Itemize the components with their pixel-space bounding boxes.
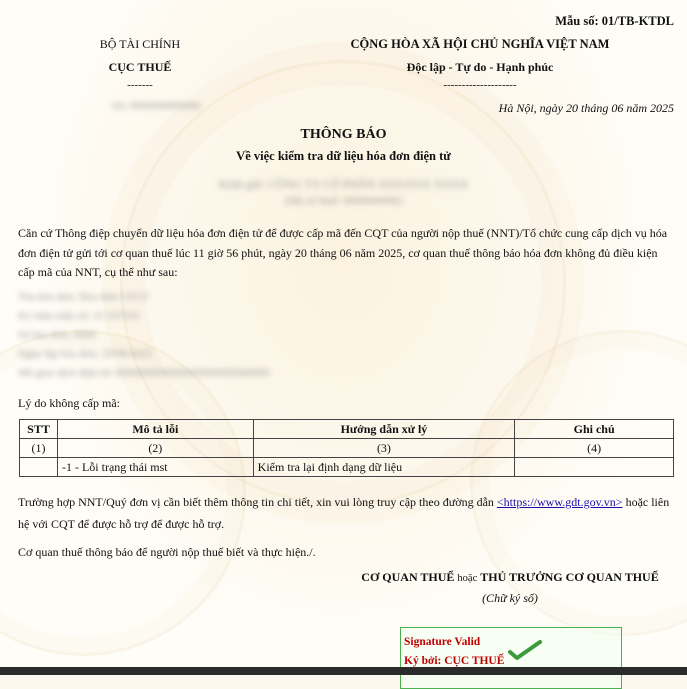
- detail-line: Ký hiệu mẫu số: 1C25TXX: [18, 310, 140, 322]
- document-number-redacted: Số: 0000000000000: [112, 100, 201, 112]
- left-header-divider: -------: [127, 79, 153, 91]
- gdt-website-link[interactable]: <https://www.gdt.gov.vn>: [496, 495, 623, 509]
- detail-line: Mã giao dịch điện tử: 0000000000000000000000000000: [18, 367, 270, 379]
- country-name: CỘNG HÒA XÃ HỘI CHỦ NGHĨA VIỆT NAM: [350, 37, 610, 51]
- numbering-cell: (3): [253, 439, 515, 458]
- header-stt: STT: [20, 420, 58, 439]
- right-header-divider: --------------------: [443, 79, 517, 91]
- contact-paragraph: [18, 491, 670, 535]
- table-cell: [20, 458, 58, 477]
- table-cell: -1 - Lỗi trạng thái mst: [57, 458, 253, 477]
- tax-code-redacted: (Mã số thuế: 0000000000): [284, 195, 402, 207]
- signed-by-label: Ký bởi: CỤC THUẾ: [404, 655, 505, 667]
- bottom-bar: [0, 667, 687, 675]
- national-motto: Độc lập - Tự do - Hạnh phúc: [406, 60, 554, 74]
- checkmark-icon: [508, 640, 542, 660]
- signature-authority: [340, 570, 680, 585]
- signature-note: (Chữ ký số): [482, 591, 538, 605]
- header-instructions: Hướng dẫn xử lý: [253, 420, 515, 439]
- department-name: CỤC THUẾ: [108, 60, 172, 74]
- table-header-row: [20, 420, 674, 439]
- error-table: [19, 419, 674, 477]
- authority-main: CƠ QUAN THUẾ: [361, 570, 455, 584]
- body-line-1: Căn cứ Thông điệp chuyển dữ liệu hóa đơn điện tử để được cấp mã đến CQT của người nộp thuế (NNT)/Tổ chức cung cấp dịch vụ hóa: [18, 226, 668, 240]
- table-cell: Kiểm tra lại định dạng dữ liệu: [253, 458, 515, 477]
- document-title: THÔNG BÁO: [300, 127, 387, 142]
- numbering-cell: (2): [57, 439, 253, 458]
- date-line: Hà Nội, ngày 20 tháng 06 năm 2025: [498, 101, 674, 115]
- header-error-description: Mô tả lỗi: [57, 420, 253, 439]
- body-line-2: đơn điện tử gửi tới cơ quan thuế lúc 11 giờ 56 phút, ngày 20 tháng 06 năm 2025, cơ quan thuế thông báo hóa đơn không đủ điều kiện: [18, 245, 658, 260]
- authority-or: hoặc: [457, 573, 478, 584]
- closing-statement: Cơ quan thuế thông báo để người nộp thuế biết và thực hiện./.: [18, 545, 316, 559]
- numbering-cell: (1): [20, 439, 58, 458]
- reason-label: Lý do không cấp mã:: [18, 396, 120, 410]
- form-number: Mẫu số: 01/TB-KTDL: [555, 14, 674, 28]
- detail-line: Tên hóa đơn: Hóa đơn GTGT: [18, 291, 150, 303]
- document-subtitle: Về việc kiểm tra dữ liệu hóa đơn điện tử: [236, 149, 451, 163]
- contact-text-after: hoặc liên: [625, 495, 670, 509]
- table-numbering-row: [20, 439, 674, 458]
- header-notes: Ghi chú: [515, 420, 674, 439]
- signature-valid-label: Signature Valid: [404, 636, 481, 648]
- invoice-details-redacted: [18, 288, 670, 383]
- contact-text: Trường hợp NNT/Quý đơn vị cần biết thêm thông tin chi tiết, xin vui lòng truy cập theo đường dẫn: [18, 495, 494, 509]
- ministry-name: BỘ TÀI CHÍNH: [99, 37, 181, 51]
- numbering-cell: (4): [515, 439, 674, 458]
- body-paragraph: [18, 224, 670, 283]
- table-cell: [515, 458, 674, 477]
- table-row: [20, 458, 674, 477]
- body-line-3: cấp mã của NNT, cụ thể như sau:: [18, 265, 178, 279]
- authority-head: THỦ TRƯỞNG CƠ QUAN THUẾ: [480, 570, 659, 584]
- contact-line-1: [18, 491, 670, 513]
- detail-line: Ngày lập hóa đơn: 20/06/2025: [18, 348, 153, 360]
- detail-line: Số hóa đơn: 0000: [18, 329, 96, 341]
- recipient-redacted: Kính gửi: CÔNG TY CỔ PHẦN XXXXXX XXXX: [218, 177, 469, 191]
- contact-line-2: hệ với CQT để được hỗ trợ để được hỗ trợ.: [18, 517, 225, 531]
